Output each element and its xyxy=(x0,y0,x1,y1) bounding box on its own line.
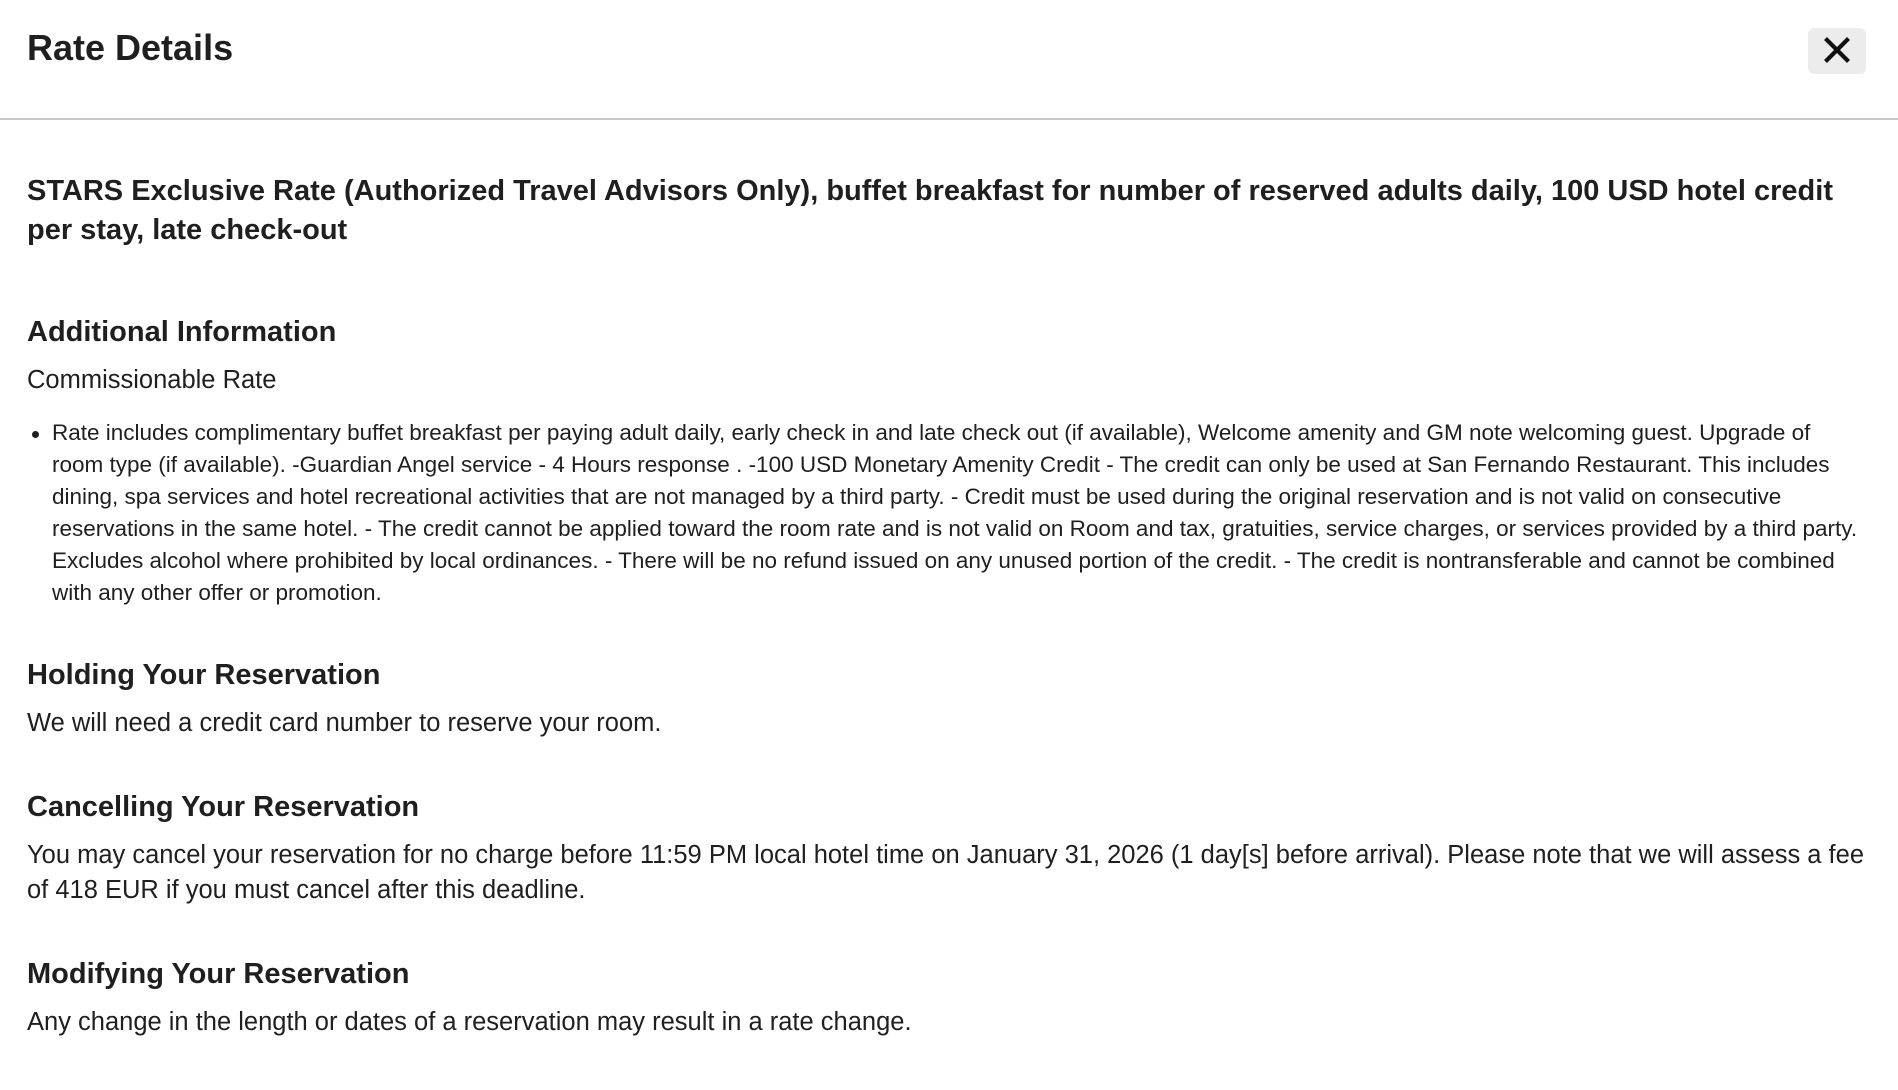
rate-name: STARS Exclusive Rate (Authorized Travel Advisors Only), buffet breakfast for number of reserved adults daily, 100 USD hotel credit per stay, late check-out xyxy=(27,175,1833,246)
modal-title: Rate Details xyxy=(27,27,234,68)
modifying-reservation-section xyxy=(27,956,1871,1040)
cancelling-reservation-text: You may cancel your reservation for no charge before 11:59 PM local hotel time on January 31, 2026 (1 day[s] before arrival). Please note that we will assess a fee of 418 EUR if you must cancel after this deadline. xyxy=(27,841,1865,904)
cancelling-reservation-section xyxy=(27,789,1871,908)
rate-inclusions-list xyxy=(27,417,1867,609)
commissionable-rate-label: Commissionable Rate xyxy=(27,366,277,394)
close-button[interactable] xyxy=(1808,28,1866,74)
modal-header xyxy=(0,0,1898,120)
rate-inclusions-text: Rate includes complimentary buffet breakfast per paying adult daily, early check in and late check out (if available), Welcome amenity and GM note welcoming guest. Upgrade of room type (if available). -Guardian Angel service - 4 Hours response . -100 USD Monetary Amenity Credit - The credit can only be used at San Fernando Restaurant. This includes dining, spa services and hotel recreational activities that are not managed by a third party. - Credit must be used during the original reservation and is not valid on consecutive reservations in the same hotel. - The credit cannot be applied toward the room rate and is not valid on Room and tax, gratuities, service charges, or services provided by a third party. Excludes alcohol where prohibited by local ordinances. - There will be no refund issued on any unused portion of the credit. - The credit is nontransferable and cannot be combined with any other offer or promotion. xyxy=(52,420,1858,605)
holding-reservation-heading: Holding Your Reservation xyxy=(27,659,381,691)
bullet-dot xyxy=(32,431,39,438)
modifying-reservation-text: Any change in the length or dates of a reservation may result in a rate change. xyxy=(27,1008,912,1036)
holding-reservation-text: We will need a credit card number to reserve your room. xyxy=(27,709,662,737)
holding-reservation-section xyxy=(27,657,1871,741)
additional-information-section xyxy=(27,314,1871,609)
close-icon xyxy=(1824,37,1850,66)
list-item xyxy=(52,417,1867,609)
modifying-reservation-heading: Modifying Your Reservation xyxy=(27,958,410,990)
cancelling-reservation-heading: Cancelling Your Reservation xyxy=(27,791,420,823)
modal-body xyxy=(0,120,1898,1040)
additional-information-heading: Additional Information xyxy=(27,316,337,348)
